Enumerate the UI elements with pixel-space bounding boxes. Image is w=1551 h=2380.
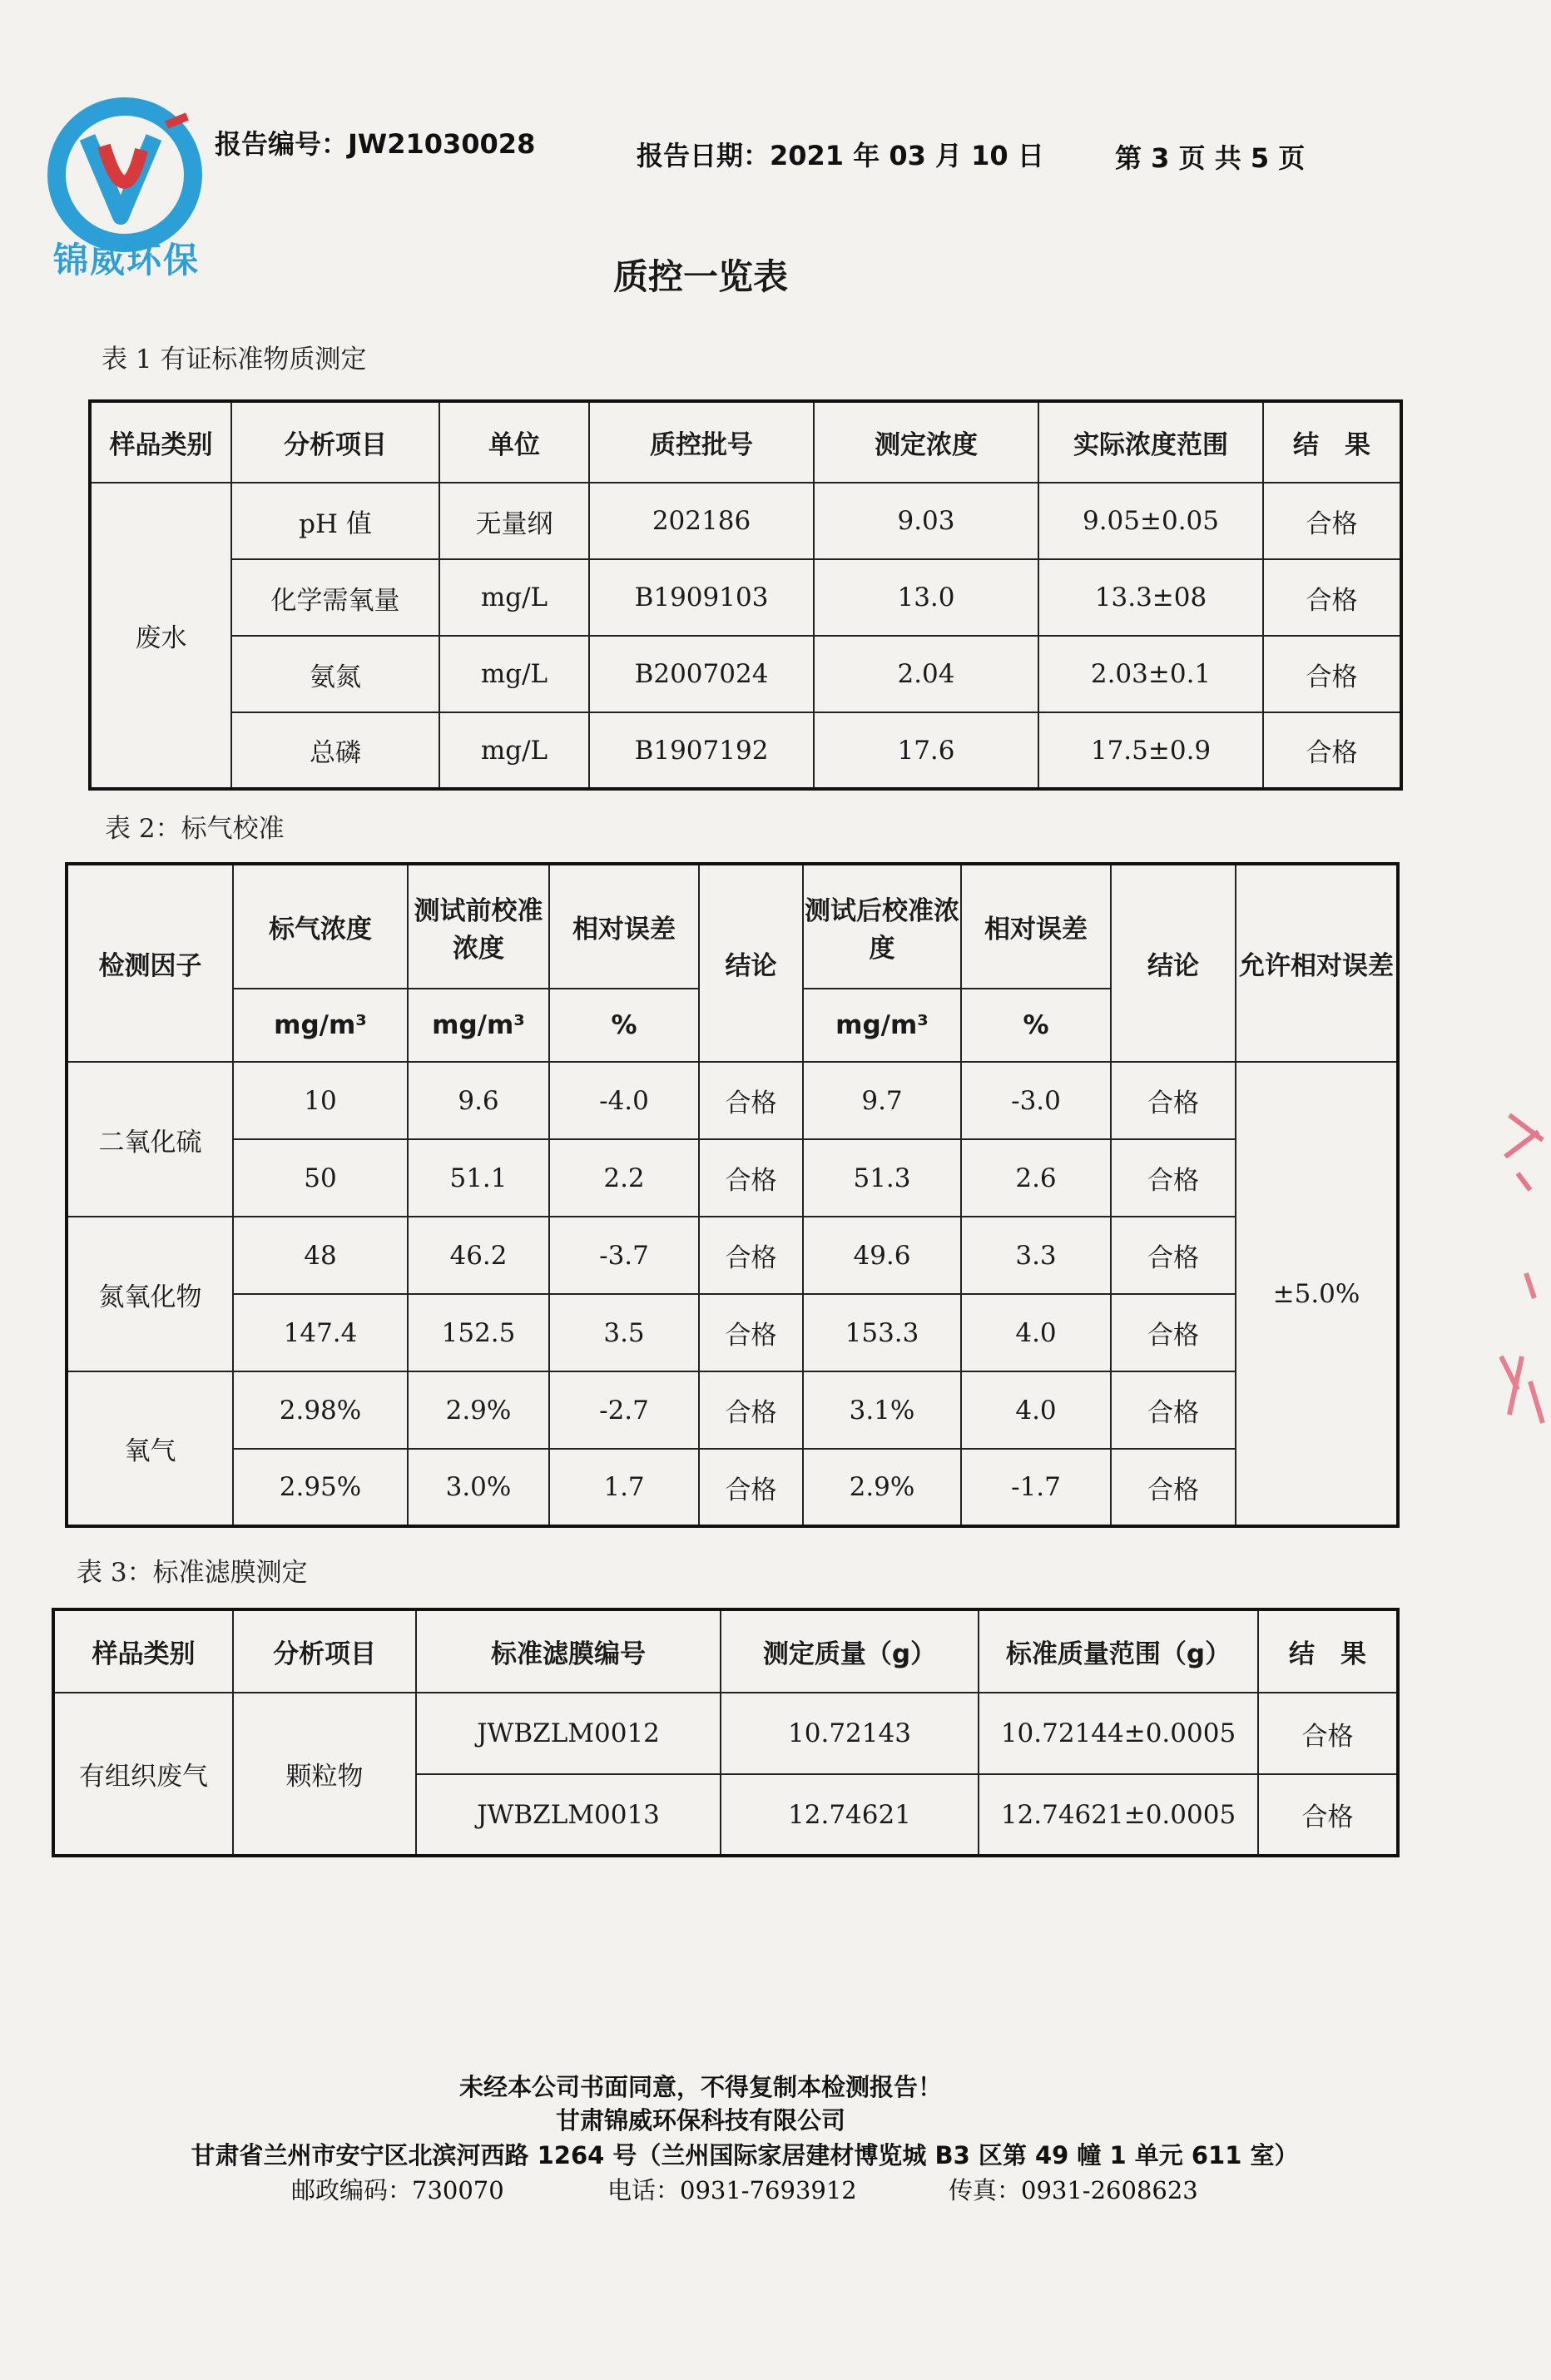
- table1-header: 样品类别: [90, 401, 231, 483]
- table-cell: 9.05±0.05: [1038, 483, 1263, 559]
- table-cell: 2.2: [549, 1139, 699, 1217]
- table1-header: 测定浓度: [814, 401, 1038, 483]
- table-cell: 合格: [1258, 1774, 1398, 1856]
- table-cell: 12.74621: [721, 1774, 979, 1856]
- table-cell: mg/L: [439, 712, 589, 789]
- table2-header-row: [67, 864, 1398, 989]
- table2-factor: 氧气: [67, 1371, 233, 1526]
- table-cell: JWBZLM0012: [416, 1693, 721, 1774]
- table-row: [90, 636, 1401, 712]
- table1-header-row: [90, 401, 1401, 483]
- table-cell: 合格: [1263, 559, 1401, 636]
- table1-header: 实际浓度范围: [1038, 401, 1263, 483]
- table-cell: 合格: [699, 1371, 803, 1449]
- table-cell: 10.72143: [721, 1693, 979, 1774]
- table-cell: 合格: [1263, 636, 1401, 712]
- table2-factor: 氮氧化物: [67, 1217, 233, 1371]
- table-cell: 2.98%: [233, 1371, 408, 1449]
- table-cell: 2.6: [961, 1139, 1111, 1217]
- table-cell: 12.74621±0.0005: [979, 1774, 1258, 1856]
- table-row: [90, 483, 1401, 559]
- table-cell: 202186: [589, 483, 814, 559]
- table-row: [67, 1217, 1398, 1294]
- table-cell: B2007024: [589, 636, 814, 712]
- table3-header: 样品类别: [53, 1609, 233, 1693]
- table-cell: 4.0: [961, 1371, 1111, 1449]
- table-cell: 147.4: [233, 1294, 408, 1371]
- table-cell: 10: [233, 1062, 408, 1139]
- table-cell: 合格: [1111, 1371, 1236, 1449]
- footer-address: 甘肃省兰州市安宁区北滨河西路 1264 号（兰州国际家居建材博览城 B3 区第 49 幢 1 单元 611 室）: [191, 2141, 1299, 2169]
- table-cell: 合格: [699, 1294, 803, 1371]
- table-cell: 46.2: [408, 1217, 549, 1294]
- table-cell: 50: [233, 1139, 408, 1217]
- company-logo-text: 锦威环保: [52, 240, 200, 280]
- table2-header: 相对误差: [549, 864, 699, 989]
- table3-header: 标准滤膜编号: [416, 1609, 721, 1693]
- table2-header: 允许相对误差: [1236, 864, 1398, 1062]
- table2-unit: %: [549, 989, 699, 1062]
- table2-unit: %: [961, 989, 1111, 1062]
- table-cell: 氨氮: [231, 636, 439, 712]
- table1-header: 单位: [439, 401, 589, 483]
- table2-header: 相对误差: [961, 864, 1111, 989]
- table2-header: 测试后校准浓度: [803, 864, 961, 989]
- table1-category: 废水: [90, 483, 231, 789]
- table2-unit: mg/m³: [408, 989, 549, 1062]
- table-cell: 13.3±08: [1038, 559, 1263, 636]
- table-cell: 13.0: [814, 559, 1038, 636]
- table-cell: 合格: [1111, 1294, 1236, 1371]
- table3-header: 结 果: [1258, 1609, 1398, 1693]
- table2-caption: 表 2：标气校准: [105, 814, 285, 844]
- page-title: 质控一览表: [612, 256, 788, 297]
- table3-category: 有组织废气: [53, 1693, 233, 1856]
- table2-unit: mg/m³: [233, 989, 408, 1062]
- table-cell: 化学需氧量: [231, 559, 439, 636]
- table-cell: 合格: [1258, 1693, 1398, 1774]
- table-cell: 3.1%: [803, 1371, 961, 1449]
- table2-header: 标气浓度: [233, 864, 408, 989]
- footer-postcode: 邮政编码：730070: [291, 2176, 504, 2204]
- table-row: [53, 1693, 1398, 1774]
- table-cell: 合格: [1263, 712, 1401, 789]
- table-cell: 2.9%: [803, 1449, 961, 1526]
- table-cell: 152.5: [408, 1294, 549, 1371]
- table2: [65, 862, 1400, 1528]
- table-cell: 无量纲: [439, 483, 589, 559]
- footer-phone: 电话：0931-7693912: [607, 2176, 857, 2204]
- table-cell: -2.7: [549, 1371, 699, 1449]
- table-cell: 1.7: [549, 1449, 699, 1526]
- table3-header: 分析项目: [233, 1609, 416, 1693]
- table-row: [90, 559, 1401, 636]
- report-number: 报告编号：JW21030028: [215, 128, 536, 160]
- table-cell: 51.1: [408, 1139, 549, 1217]
- table2-header: 测试前校准浓度: [408, 864, 549, 989]
- table-cell: mg/L: [439, 559, 589, 636]
- table-cell: 合格: [699, 1217, 803, 1294]
- table-row: [67, 1371, 1398, 1449]
- footer-fax: 传真：0931-2608623: [949, 2176, 1198, 2204]
- table1-caption: 表 1 有证标准物质测定: [102, 345, 367, 374]
- table-row: [90, 712, 1401, 789]
- table-cell: 51.3: [803, 1139, 961, 1217]
- table3-item: 颗粒物: [233, 1693, 416, 1856]
- table-cell: -3.7: [549, 1217, 699, 1294]
- table-cell: 9.6: [408, 1062, 549, 1139]
- table-cell: 153.3: [803, 1294, 961, 1371]
- table2-unit: mg/m³: [803, 989, 961, 1062]
- table-cell: B1909103: [589, 559, 814, 636]
- report-date: 报告日期：2021 年 03 月 10 日: [637, 140, 1044, 171]
- table-cell: JWBZLM0013: [416, 1774, 721, 1856]
- table-cell: 10.72144±0.0005: [979, 1693, 1258, 1774]
- table3: [52, 1608, 1400, 1857]
- table-cell: 17.6: [814, 712, 1038, 789]
- table3-header-row: [53, 1609, 1398, 1693]
- table-cell: 总磷: [231, 712, 439, 789]
- footer-notice: 未经本公司书面同意，不得复制本检测报告！: [458, 2073, 942, 2101]
- table-cell: 3.5: [549, 1294, 699, 1371]
- table-cell: 3.3: [961, 1217, 1111, 1294]
- table-cell: 合格: [699, 1062, 803, 1139]
- table1: [88, 399, 1403, 791]
- table-cell: 2.95%: [233, 1449, 408, 1526]
- table-cell: 合格: [1111, 1217, 1236, 1294]
- table-cell: 合格: [699, 1449, 803, 1526]
- table-cell: 9.03: [814, 483, 1038, 559]
- table-cell: B1907192: [589, 712, 814, 789]
- table-cell: 合格: [699, 1139, 803, 1217]
- table-cell: 合格: [1111, 1449, 1236, 1526]
- footer-company-name: 甘肃锦威环保科技有限公司: [555, 2106, 845, 2135]
- table-cell: -3.0: [961, 1062, 1111, 1139]
- table-cell: 49.6: [803, 1217, 961, 1294]
- table-cell: 9.7: [803, 1062, 961, 1139]
- table-cell: 2.04: [814, 636, 1038, 712]
- table-cell: 17.5±0.9: [1038, 712, 1263, 789]
- table-row: [67, 1139, 1398, 1217]
- table2-allowed-value: ±5.0%: [1236, 1062, 1398, 1526]
- red-seal-stamp-icon: [1493, 1107, 1551, 1440]
- table-cell: 48: [233, 1217, 408, 1294]
- table2-header: 结论: [1111, 864, 1236, 1062]
- table1-header: 结 果: [1263, 401, 1401, 483]
- table-row: [67, 1449, 1398, 1526]
- table2-header: 结论: [699, 864, 803, 1062]
- table3-caption: 表 3：标准滤膜测定: [77, 1558, 308, 1588]
- table-cell: 2.9%: [408, 1371, 549, 1449]
- table-cell: 合格: [1263, 483, 1401, 559]
- table-cell: pH 值: [231, 483, 439, 559]
- table-cell: 合格: [1111, 1062, 1236, 1139]
- table2-header: 检测因子: [67, 864, 233, 1062]
- table-cell: 2.03±0.1: [1038, 636, 1263, 712]
- table-cell: 4.0: [961, 1294, 1111, 1371]
- table-row: [67, 1062, 1398, 1139]
- table2-factor: 二氧化硫: [67, 1062, 233, 1217]
- table-cell: 合格: [1111, 1139, 1236, 1217]
- table-cell: -1.7: [961, 1449, 1111, 1526]
- table-cell: -4.0: [549, 1062, 699, 1139]
- table-cell: 3.0%: [408, 1449, 549, 1526]
- page-indicator: 第 3 页 共 5 页: [1115, 142, 1306, 174]
- table3-header: 标准质量范围（g）: [979, 1609, 1258, 1693]
- table1-header: 分析项目: [231, 401, 439, 483]
- table-row: [67, 1294, 1398, 1371]
- table1-header: 质控批号: [589, 401, 814, 483]
- table3-header: 测定质量（g）: [721, 1609, 979, 1693]
- table-cell: mg/L: [439, 636, 589, 712]
